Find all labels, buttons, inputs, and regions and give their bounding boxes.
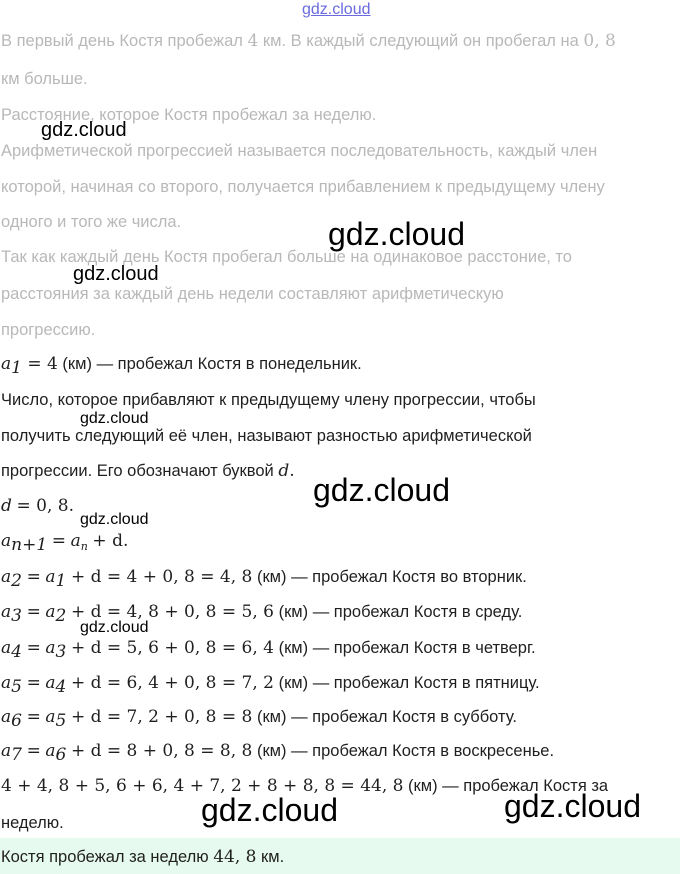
reasoning-line-2: расстояния за каждый день недели составляют арифметическую bbox=[1, 285, 504, 303]
day-line: $a_7 = a_6 + d = 8 + 0$, 8 = 8, 8 (км) — пробежал Костя в воскресенье. bbox=[1, 741, 555, 765]
answer-text: Костя пробежал за неделю 44, 8 км. bbox=[1, 847, 285, 867]
watermark: gdz.cloud bbox=[80, 410, 149, 427]
difference-definition-2: получить следующий её член, называют разностью арифметической bbox=[1, 427, 532, 445]
watermark: gdz.cloud bbox=[80, 619, 149, 636]
watermark: gdz.cloud bbox=[201, 792, 338, 828]
definition-line-2: которой, начиная со второго, получается прибавлением к предыдущему члену bbox=[1, 178, 605, 196]
first-term-line: $a_1 = 4$ (км) — пробежал Костя в понедельник. bbox=[1, 354, 362, 378]
day-line: $a_4 = a_3 + d = 5$, 6 + 0, 8 = 6, 4 (км) — пробежал Костя в четверг. bbox=[1, 638, 536, 662]
reasoning-line-1: Так как каждый день Костя пробегал больше на одинаковое расстоние, то bbox=[1, 248, 572, 266]
difference-definition-3: прогрессии. Его обозначают буквой d. bbox=[1, 461, 295, 481]
difference-definition-1: Число, которое прибавляют к предыдущему члену прогрессии, чтобы bbox=[1, 391, 536, 409]
watermark-top-link[interactable]: gdz.cloud bbox=[302, 1, 371, 18]
watermark: gdz.cloud bbox=[504, 788, 641, 824]
watermark: gdz.cloud bbox=[80, 511, 149, 528]
watermark: gdz.cloud bbox=[328, 216, 465, 252]
definition-line-3: одного и того же числа. bbox=[1, 213, 182, 231]
day-line: $a_3 = a_2 + d = 4$, 8 + 0, 8 = 5, 6 (км) — пробежал Костя в среду. bbox=[1, 602, 523, 626]
watermark: gdz.cloud bbox=[41, 119, 127, 141]
watermark: gdz.cloud bbox=[73, 263, 159, 285]
recurrence-formula: $a_{n+1} = a_n + d$. bbox=[1, 531, 129, 555]
question-text: Расстояние, которое Костя пробежал за неделю. bbox=[1, 106, 377, 124]
sum-line-end: неделю. bbox=[1, 814, 64, 832]
difference-value: d = 0, 8. bbox=[1, 496, 74, 516]
day-line: $a_5 = a_4 + d = 6$, 4 + 0, 8 = 7, 2 (км) — пробежал Костя в пятницу. bbox=[1, 673, 540, 697]
day-line: $a_2 = a_1 + d = 4 + 0$, 8 = 4, 8 (км) — пробежал Костя во вторник. bbox=[1, 567, 527, 591]
sum-line: 4 + 4, 8 + 5, 6 + 6, 4 + 7, 2 + 8 + 8, 8 = 44, 8 (км) — пробежал Костя за bbox=[1, 776, 609, 796]
day-line: $a_6 = a_5 + d = 7$, 2 + 0, 8 = 8 (км) — пробежал Костя в субботу. bbox=[1, 707, 517, 731]
condition-line-1: В первый день Костя пробежал 4 км. В каждый следующий он пробегал на 0, 8 bbox=[1, 31, 616, 51]
condition-line-2: км больше. bbox=[1, 70, 88, 88]
watermark: gdz.cloud bbox=[313, 472, 450, 508]
definition-line-1: Арифметической прогрессией называется последовательность, каждый член bbox=[1, 142, 598, 160]
reasoning-line-3: прогрессию. bbox=[1, 321, 96, 339]
